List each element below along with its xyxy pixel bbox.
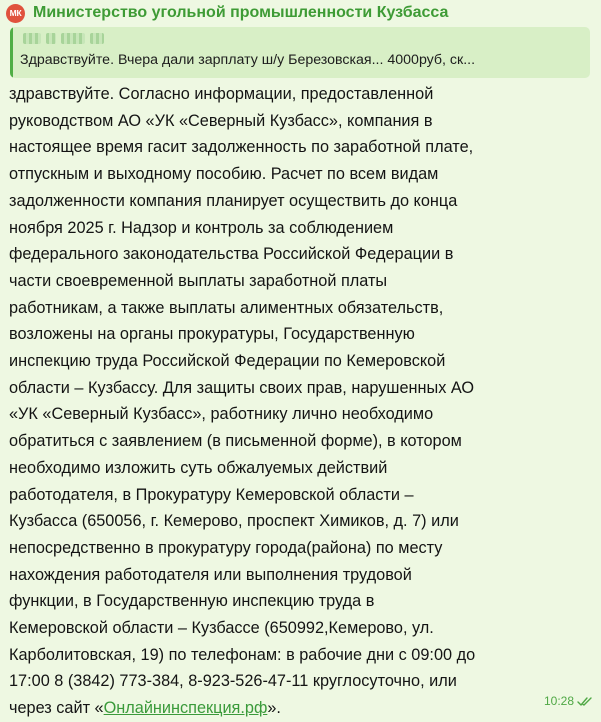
message-line: руководством АО «УК «Северный Кузбасс», компания в — [9, 111, 433, 130]
message-meta — [544, 694, 593, 708]
message-line: Карболитовская, 19) по телефонам: в рабочие дни с 09:00 до — [9, 645, 476, 664]
message-body — [9, 81, 593, 722]
sender-avatar[interactable] — [6, 4, 25, 23]
message-line: области – Кузбассу. Для защиты своих прав, нарушенных АО — [9, 378, 475, 397]
reply-author-hidden — [23, 33, 104, 44]
message-line: инспекцию труда Российской Федерации по Кемеровской — [9, 352, 446, 371]
message-line: возложены на органы прокуратуры, Государственную — [9, 325, 415, 344]
message-line: работодателя, в Прокуратуру Кемеровской области – — [9, 485, 414, 504]
message-line: отпускным и выходному пособию. Расчет по всем видам — [9, 165, 439, 184]
message-line: обратиться с заявлением (в письменной форме), в котором — [9, 432, 462, 451]
message-line: федерального законодательства Российской Федерации в — [9, 245, 454, 264]
reply-quote[interactable] — [10, 27, 590, 78]
message-line: здравствуйте. Согласно информации, предоставленной — [9, 85, 434, 103]
message-line: ноября 2025 г. Надзор и контроль за соблюдением — [9, 218, 394, 237]
message-line: необходимо изложить суть обжалуемых действий — [9, 458, 388, 477]
message-line: задолженности компания планирует осуществить до конца — [9, 191, 458, 210]
message-line: «УК «Северный Кузбасс», работнику лично необходимо — [9, 405, 434, 424]
message-header — [6, 3, 448, 23]
message-last-line — [9, 695, 593, 722]
message-line: непосредственно в прокуратуру города(района) по месту — [9, 538, 443, 557]
last-line-suffix: ». — [267, 699, 281, 718]
reply-quoted-text: Здравствуйте. Вчера дали зарплату ш/у Березовская... 4000руб, ск... — [20, 52, 476, 68]
reply-accent-bar — [10, 27, 13, 78]
message-line: настоящее время гасит задолженность по заработной плате, — [9, 138, 474, 157]
message-line: части своевременной выплаты заработной платы — [9, 271, 388, 290]
message-line: 17:00 8 (3842) 773-384, 8-923-526-47-11 круглосуточно, или — [9, 672, 457, 691]
message-time: 10:28 — [543, 694, 574, 708]
message-line: нахождения работодателя или выполнения трудовой — [9, 565, 412, 584]
last-line-prefix: через сайт « — [9, 699, 104, 718]
double-check-icon — [577, 696, 593, 707]
message-line: работникам, а также выплаты алиментных обязательств, — [9, 298, 444, 317]
onlineinspection-link[interactable]: Онлайнинспекция.рф — [103, 699, 268, 718]
message-line: Кузбасса (650056, г. Кемерово, проспект Химиков, д. 7) или — [9, 512, 459, 531]
sender-name[interactable]: Министерство угольной промышленности Кузбасса — [33, 4, 449, 21]
avatar-initials: МК — [9, 8, 22, 18]
message-line: функции, в Государственную инспекцию труда в — [9, 592, 375, 611]
message-line: Кемеровской области – Кузбассе (650992,Кемерово, ул. — [9, 619, 434, 638]
